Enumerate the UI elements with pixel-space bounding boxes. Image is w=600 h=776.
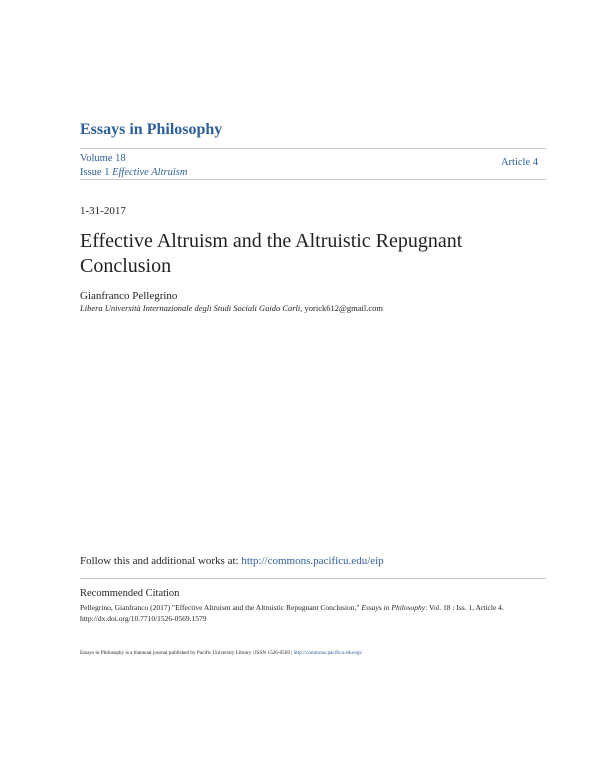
follow-line (80, 555, 384, 567)
follow-text: Follow this and additional works at: (80, 555, 242, 567)
citation-part2: : Vol. 18 : Iss. 1, Article 4. http://dx.doi.org/10.7710/1526-0569.1579 (80, 603, 504, 623)
article-link[interactable]: Article 4 (500, 157, 538, 168)
citation-text (80, 602, 546, 624)
issue-title-link[interactable]: Effective Altruism (112, 167, 188, 178)
divider-bottom (80, 578, 546, 579)
author-affiliation (80, 303, 383, 313)
volume-link[interactable]: Volume 18 (80, 153, 126, 164)
citation-journal: Essays in Philosophy (361, 603, 426, 612)
author-email: , yorick612@gmail.com (300, 303, 383, 313)
publication-date: 1-31-2017 (80, 205, 126, 217)
volume-issue-block (80, 152, 187, 180)
citation-part1: Pellegrino, Gianfranco (2017) "Effective Altruism and the Altruistic Repugnant Conclusion," (80, 603, 362, 612)
recommended-citation-heading: Recommended Citation (80, 588, 180, 599)
article-title: Effective Altruism and the Altruistic Repugnant Conclusion (80, 230, 463, 277)
follow-url-link[interactable]: http://commons.pacificu.edu/eip (241, 555, 384, 567)
issue-link[interactable]: Issue 1 (80, 167, 110, 178)
journal-title[interactable]: Essays in Philosophy (80, 121, 223, 138)
divider-top (80, 148, 546, 149)
affiliation-text: Libera Università Internazionale degli Studi Sociali Guido Carli (80, 303, 301, 313)
divider-middle (80, 179, 546, 180)
footer-line (80, 650, 362, 656)
footer-text: Essays in Philosophy is a biannual journal published by Pacific University Library | ISSN 1526-0569 | (80, 650, 294, 656)
footer-url-link[interactable]: http://commons.pacificu.edu/eip/ (293, 650, 363, 656)
author-name: Gianfranco Pellegrino (80, 290, 178, 302)
